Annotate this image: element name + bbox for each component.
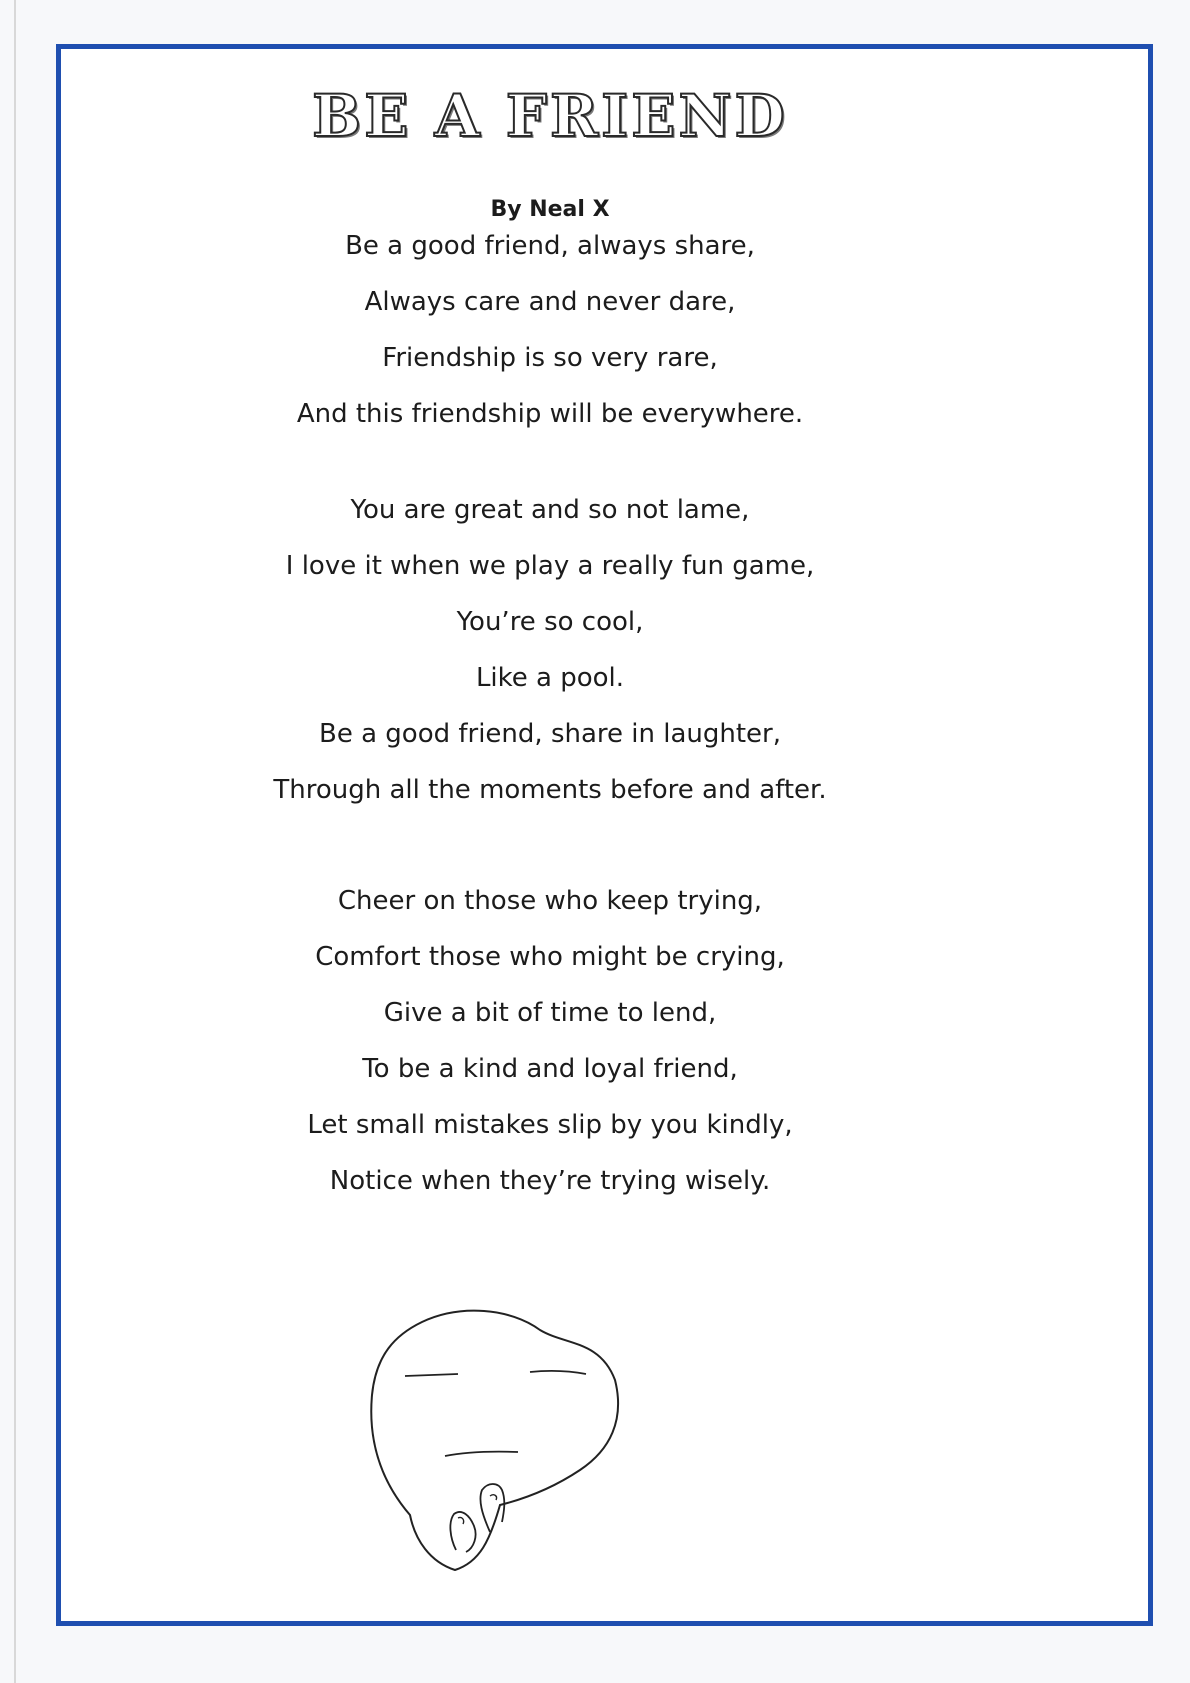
- face-outline: [371, 1311, 618, 1570]
- poem-line: Let small mistakes slip by you kindly,: [307, 1110, 793, 1140]
- poem-line: To be a kind and loyal friend,: [362, 1054, 738, 1084]
- poem-title: BE A FRIEND: [312, 82, 788, 150]
- poem-line: I love it when we play a really fun game,: [285, 551, 815, 581]
- poem-line: Through all the moments before and after.: [273, 775, 827, 805]
- poem-line: Cheer on those who keep trying,: [337, 886, 763, 916]
- poem-line: Give a bit of time to lend,: [383, 998, 717, 1028]
- poem-line: Notice when they’re trying wisely.: [329, 1166, 771, 1196]
- poem-line: Be a good friend, always share,: [345, 231, 755, 261]
- author-byline: By Neal X: [490, 197, 610, 222]
- face-drawing: [370, 1300, 630, 1575]
- poem-line: Friendship is so very rare,: [382, 343, 718, 373]
- mouth-line: [445, 1452, 518, 1456]
- hand-detail: [458, 1495, 497, 1524]
- poem-line: You’re so cool,: [456, 607, 644, 637]
- poem-line: You are great and so not lame,: [350, 495, 750, 525]
- poem-line: Always care and never dare,: [364, 287, 736, 317]
- poem-line: Like a pool.: [475, 663, 625, 693]
- right-eye-line: [530, 1371, 586, 1374]
- poem-line: Comfort those who might be crying,: [315, 942, 785, 972]
- poem-line: And this friendship will be everywhere.: [296, 399, 804, 429]
- left-eye-line: [405, 1374, 458, 1376]
- poem-line: Be a good friend, share in laughter,: [318, 719, 782, 749]
